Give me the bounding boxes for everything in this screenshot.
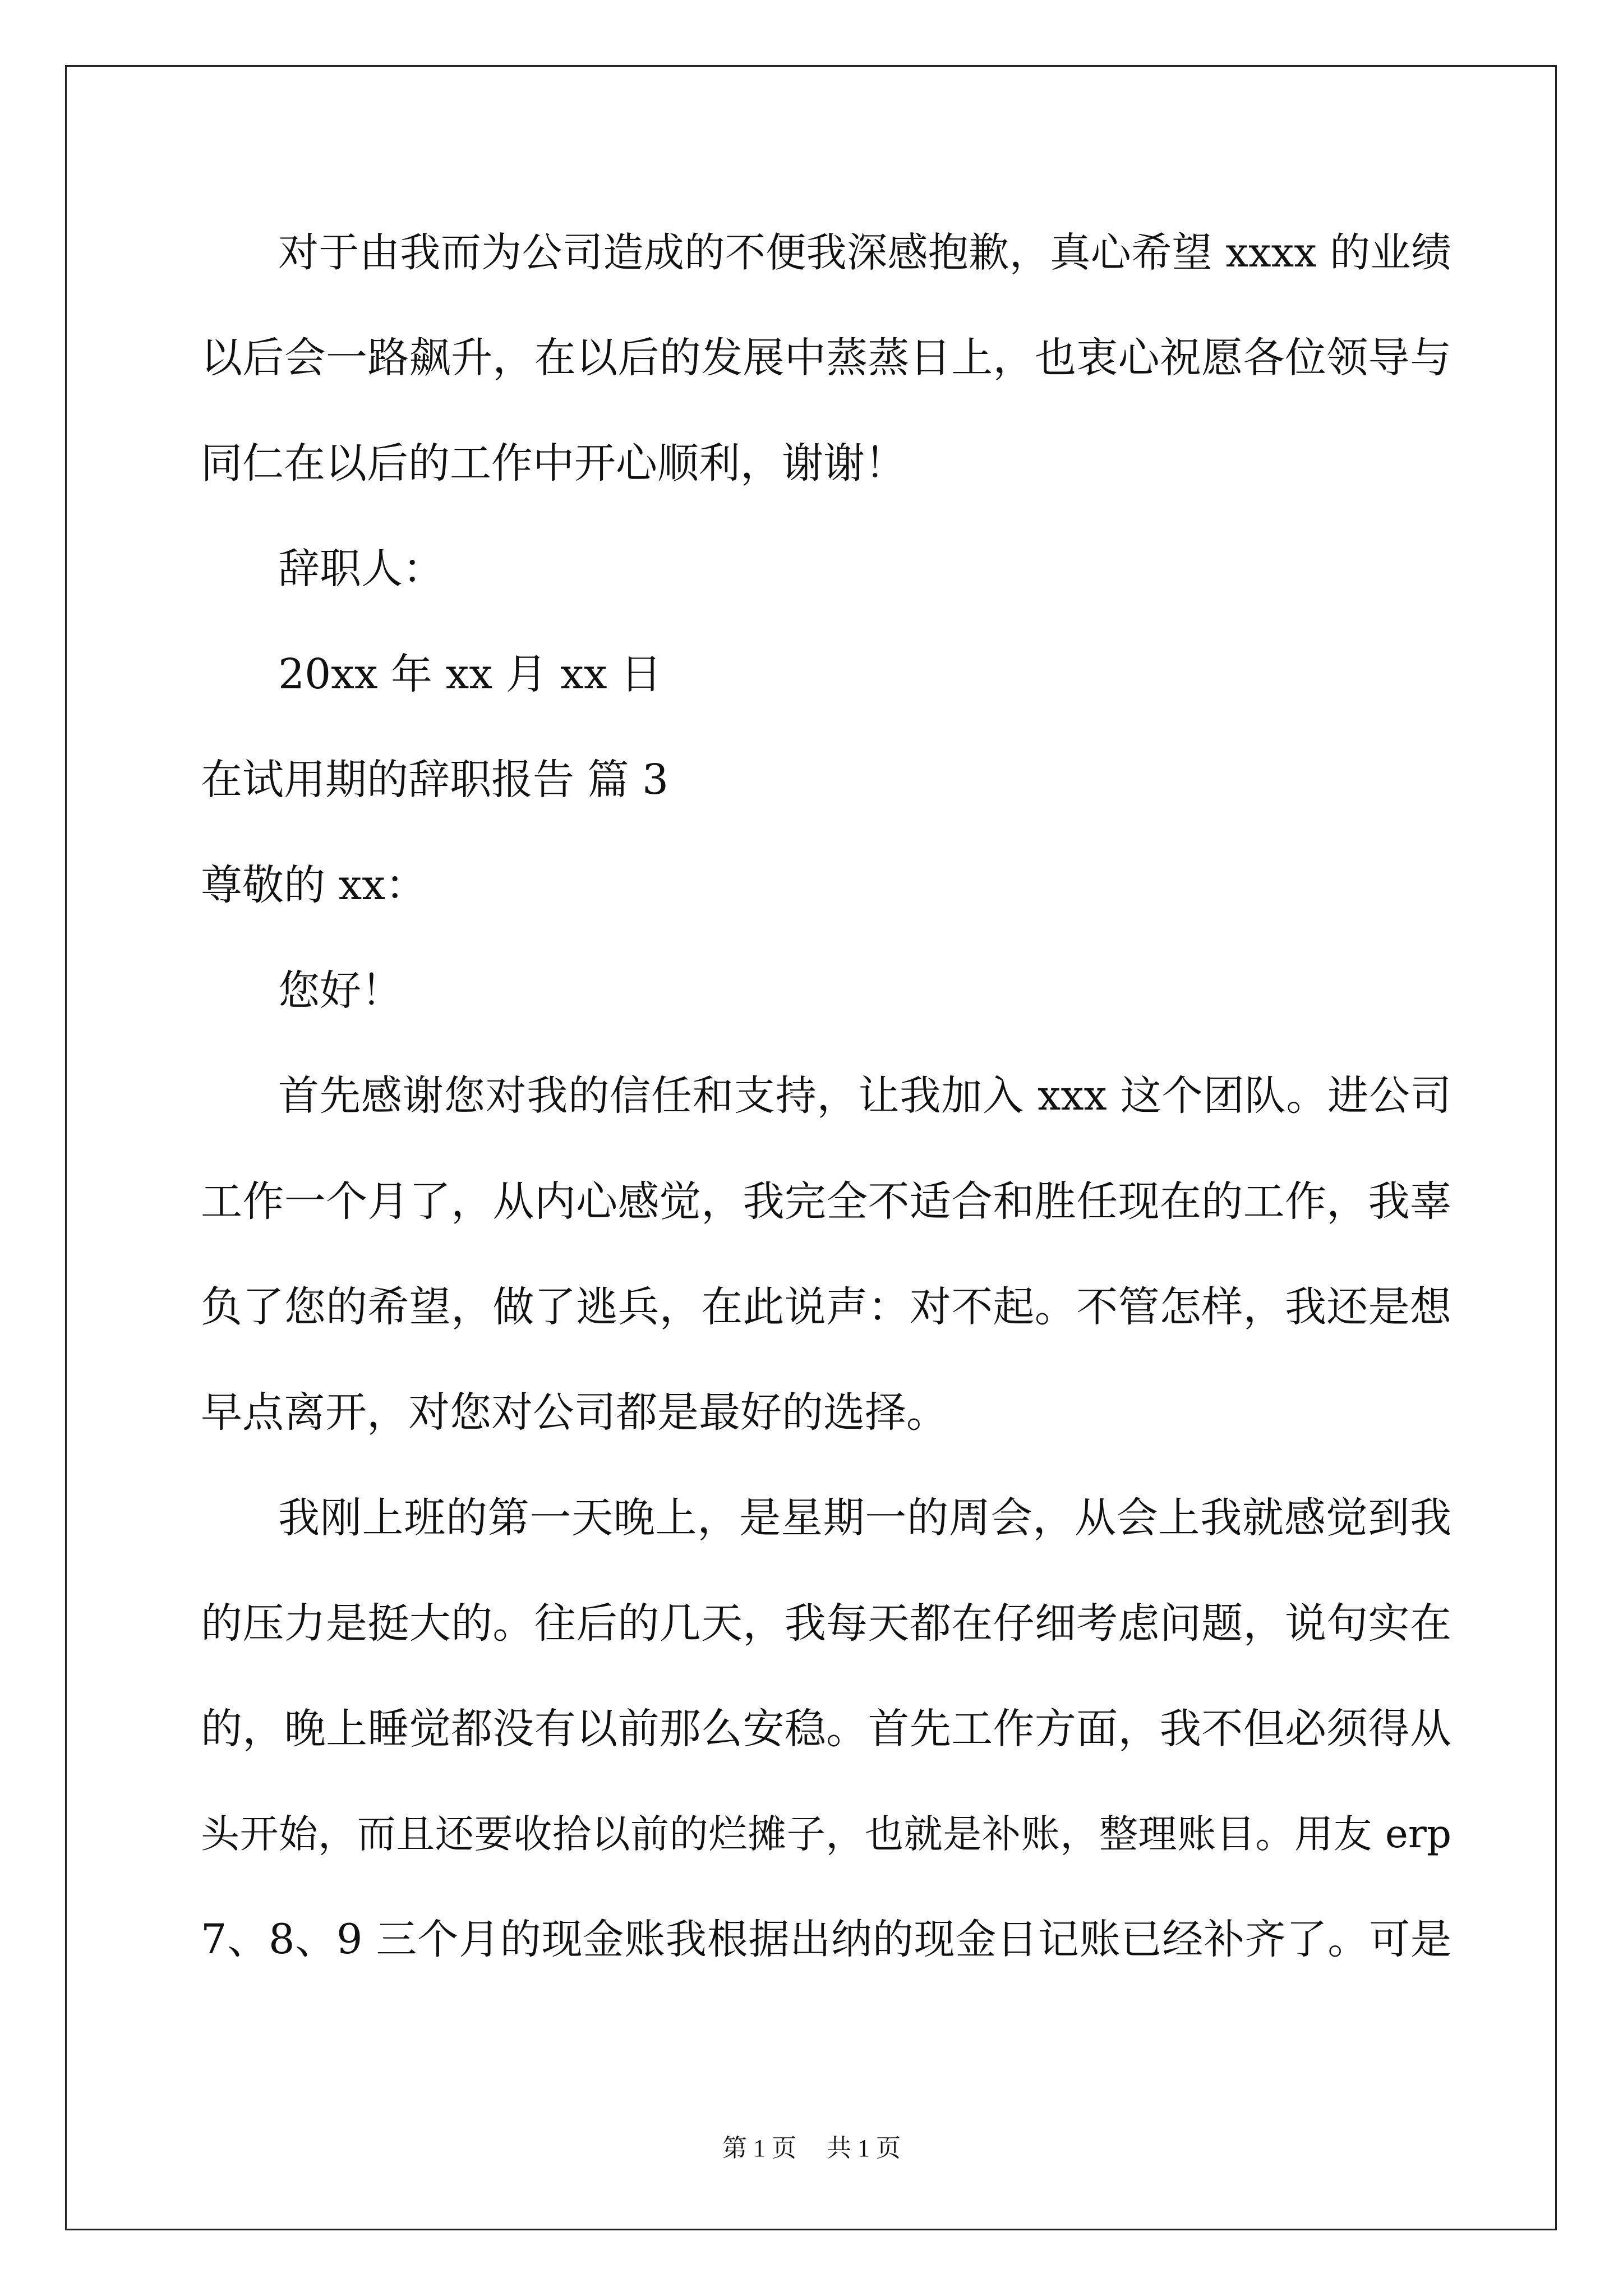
body-line: 对于由我而为公司造成的不便我深感抱歉，真心希望 xxxx 的业绩 [278, 229, 1451, 276]
body-line: 早点离开，对您对公司都是最好的选择。 [201, 1388, 948, 1437]
section-heading: 在试用期的辞职报告 篇 3 [201, 756, 669, 804]
body-line: 工作一个月了，从内心感觉，我完全不适合和胜任现在的工作，我辜 [201, 1177, 1451, 1226]
body-line: 负了您的希望，做了逃兵，在此说声：对不起。不管怎样，我还是想 [201, 1283, 1451, 1331]
body-line: 头开始，而且还要收拾以前的烂摊子，也就是补账，整理账目。用友 erp [201, 1812, 1451, 1857]
page-number: 第 1 页 [722, 2134, 796, 2162]
body-line: 同仁在以后的工作中开心顺利，谢谢！ [201, 439, 906, 487]
page-total: 共 1 页 [827, 2134, 901, 2162]
date-line: 20xx 年 xx 月 xx 日 [278, 650, 662, 698]
greeting: 您好！ [278, 967, 403, 1015]
body-line: 的压力是挺大的。往后的几天，我每天都在仔细考虑问题，说句实在 [201, 1599, 1451, 1648]
body-line: 的，晚上睡觉都没有以前那么安稳。首先工作方面，我不但必须得从 [201, 1705, 1451, 1753]
body-line: 7、8、9 三个月的现金账我根据出纳的现金日记账已经补齐了。可是 [201, 1916, 1451, 1963]
page-border [65, 65, 1557, 2230]
page-footer [0, 2132, 1623, 2165]
body-line: 我刚上班的第一天晚上，是星期一的周会，从会上我就感觉到我 [278, 1494, 1451, 1542]
salutation: 尊敬的 xx： [201, 861, 427, 909]
signature-label: 辞职人： [278, 545, 444, 593]
body-line: 首先感谢您对我的信任和支持，让我加入 xxx 这个团队。进公司 [278, 1072, 1451, 1120]
body-line: 以后会一路飙升，在以后的发展中蒸蒸日上，也衷心祝愿各位领导与 [201, 334, 1451, 382]
